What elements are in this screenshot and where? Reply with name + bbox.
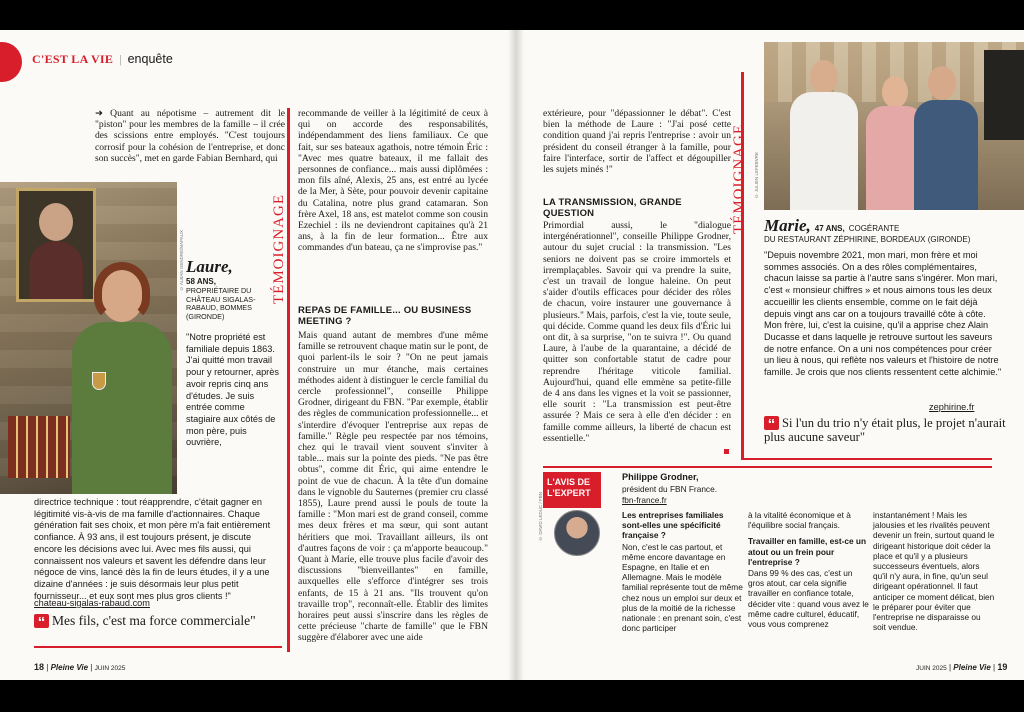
marie-head [882,76,908,108]
expert-question-2: Travailler en famille, est-ce un atout ou un frein pour l'entreprise ? [748,536,867,567]
marie-pull-quote-text: Si l'un du trio n'y était plus, le projet n'aurait plus aucune saveur" [764,416,1006,444]
right-col3-text2: Primordial aussi, le "dialogue intergénérationnel", conseille Philippe Grodner, autour du sujet crucial : la transmission. "Les seniors ne doivent pas se croire immortels et irremplaçables. Savoir qui va prendre la suite, c'est un travail de longue haleine. On peut s'aider d'outils efficaces pour décider des rôles de chacun, voire instaurer une gouvernance à plusieurs." Mais, parfois, c'est la vie, toute seule, qui décide. Comme quand les deux fils d'Éric lui ont dit, à sa surprise, "on te suivra !". Ou quand Laure, à l'aube de la quarantaine, a décidé de quitter son confortable statut de cadre pour reprendre l'héritage viticole familial. Aujourd'hui, quand elle emmène sa petite-fille de 4 ans dans les vignes et la voit se passionner, elle sourit : "La transmission est peut-être assurée ? Mais ce sera à elle d'en décider : en famille comme ailleurs, la liberté de chacun est essentielle." [543,220,731,444]
laure-website-link[interactable]: chateau-sigalas-rabaud.com [34,598,150,608]
quote-icon: “ [764,416,779,430]
end-mark [724,449,729,454]
left-col1-intro: ➜ Quant au népotisme – autrement dit le "piston" pour les membres de la famille – il crée des scissions entre employés. "C'est toujours corrosif pour la cohésion de l'entreprise, et donc son succès", met en garde Fabian Bernhard, qui [95,108,285,164]
marie-caption [764,216,1014,236]
marie-website-link[interactable]: zephirine.fr [929,402,975,412]
marie-name: Marie, [764,216,811,235]
expert-column2 [748,510,870,629]
marie-age: 47 ANS, [814,224,845,233]
left-col2-text1: recommande de veiller à la légitimité de ceux à qui on accorde des responsabilités, indépendamment des liens familiaux. Ce que fait, sur ses bateaux agathois, notre témoin Éric : "Avec mes quatre bateaux, il me fallait des personnes de confiance... mais aussi diplômées : mon fils aîné, Alexis, 25 ans, est entré au lycée de la Mer, à Sète, pour pouvoir devenir capitaine du Catalina, notre plus grand catamaran. Son frère Axel, 18 ans, est matelot comme son cousin Ezechiel : ils ne deviendront capitaines qu'à 21 ans, à la fin de leur formation... Être aux commandes d'un bateau, ça ne s'improvise pas." [298,108,488,254]
left-page-number: 18 [34,662,45,672]
marie-photo-credit: © JULIEN LEFEBVRE [754,152,759,199]
laure-figure-hair [94,262,150,322]
right-issue-date: JUIN 2025 [916,665,947,672]
section-tab [0,42,22,82]
marie-quote: "Depuis novembre 2021, mon mari, mon frère et moi sommes associés. On a des rôles complémentaires, chacun laisse sa partie à l'autre sans s'ingérer. Mon mari, c'est « monsieur chiffres » et nous aimons tous les deux accueillir les clients ensemble, comme on le fait déjà depuis vingt ans car on a toujours travaillé côte à côte. Mon frère, lui, c'est la cuisine, qu'il a apprise chez Alain Ducasse et dans laquelle je retrouve surtout les saveurs de notre enfance. On a uni nos compétences pour créer un lieu à nous, qui reflète nos valeurs et l'histoire de notre famille. Je crois que nos clients ressentent cette alchimie." [764,250,1002,378]
right-page-number: 19 [997,662,1008,672]
expert-photo [554,510,600,556]
laure-photo [0,182,177,494]
marie-pull-quote [764,416,1014,444]
laure-photo-credit: © ALBAN GENDRE/MAPAUX [179,230,184,292]
laure-quote-end: directrice technique : tout réapprendre, c'était gagner en légitimité vis-à-vis de ma famille d'actionnaires. Chaque génération fait ses choix, et mon père m'a fait entièrement confiance. À 93 ans, il est toujours présent, je discute encore les décisions avec lui. Avec mes fils aussi, qui connaissent nos valeurs et savent les défendre dans leur négoce de vins, lancé dès la fin de leurs études, il y a une dizaine d'années : je suis désormais leur plus petit fournisseur... et eux sont mes plus gros clients !" [34,497,271,601]
section-title: C'EST LA VIE [32,52,114,66]
laure-name: Laure, [186,257,233,276]
right-col3-heading: LA TRANSMISSION, GRANDE QUESTION [543,197,682,219]
temoignage-label-right: TÉMOIGNAGE [731,124,747,234]
wine-bottles [8,416,70,478]
laure-caption [186,258,278,321]
right-col3-text1: extérieure, pour "dépassionner le débat". C'est bien la méthode de Laure : "J'ai posé cette condition quand j'ai repris l'entreprise : avoir un président du conseil étranger à la famille, pour faire l'interface, sortir de l'affect et dégoupiller les sujets minés !" [543,108,731,176]
wine-glass [92,372,106,390]
marie-role1: COGÉRANTE [848,224,900,233]
section-divider: | [119,52,122,66]
expert-name: Philippe Grodner, [622,472,699,482]
laure-role: PROPRIÉTAIRE DU CHÂTEAU SIGALAS-RABAUD, BOMMES (GIRONDE) [186,286,256,321]
expert-answer-1-cont: à la vitalité économique et à l'équilibre social français. [748,510,851,531]
page-gutter [508,30,524,680]
left-col2-text2: Mais quand autant de membres d'une même famille se retrouvent chaque matin sur le pont, de quoi parlent-ils le soir ? "On ne peut jamais construire un mur étanche, mais certaines méthodes aident à distinguer le cercle familial du cercle professionnel", conseille Philippe Grodner, dirigeant du FBN. "Par exemple, établir des règles de communication professionnelle... et s'interdire d'évoquer l'entreprise aux repas de famille." Règle peu respectée par nos témoins, chez qui le travail vient souvent s'inviter à table... mais sur la pointe des pieds. "Ne pas être obtus", comme dit Éric, qui aime entendre le point de vue de chacun. À la tête d'un domaine dans le vignoble du Sauternes (premier cru classé 1855), Laure prend aussi le pouls de toute la famille : "Mon mari est de grand conseil, comme mes deux frères et ma sœur, qui sont autant héritiers que moi. Travaillant ailleurs, ils ont d'autres façons de voir : ça m'apporte beaucoup." Quant à Marie, elle trouve plus facile d'avoir des discussions "bienveillantes" en famille, auxquelles elle s'efforce d'intégrer ses trois enfants, de 15 à 21 ans. "Ils trouvent qu'on travaille trop", reconnaît-elle. Établir des limites horaires peut aussi s'inscrire dans les règles de cette précieuse "charte de famille" que le FBN suggère d'élaborer avec une aide [298,330,488,644]
expert-badge-line2: L'EXPERT [547,488,591,498]
section-subtitle: enquête [127,52,173,66]
expert-badge-line1: L'AVIS DE [547,477,590,487]
laure-quote-start: "Notre propriété est familiale depuis 1863. J'ai quitté mon travail pour y retourner, après avoir repris cinq ans d'études. Je suis entrée comme stagiaire aux côtés de mon père, puis ouvrière, [186,332,279,448]
magazine-spread [0,30,1024,680]
husband-sweater [914,100,978,210]
expert-column1 [622,510,744,633]
chef-jacket [790,92,858,210]
laure-bottom-rule [34,646,282,648]
marie-role2: DU RESTAURANT ZÉPHIRINE, BORDEAUX (GIRONDE) [764,235,971,244]
right-footer: JUIN 2025 | Pleine Vie | 19 [916,662,1008,672]
laure-pull-quote [34,613,282,631]
left-issue-date: JUIN 2025 [94,665,126,672]
laure-age: 58 ANS, [186,277,216,286]
left-mag-name: Pleine Vie [50,663,89,672]
left-footer: 18 | Pleine Vie | JUIN 2025 [34,662,126,672]
temoignage-label-left: TÉMOIGNAGE [271,194,287,304]
marie-bottom-rule [741,458,992,460]
laure-figure-body [72,322,172,494]
marie-photo [764,42,1024,210]
left-col2-heading: REPAS DE FAMILLE... OU BUSINESS MEETING ? [298,305,472,327]
section-header [32,52,173,67]
chef-head [810,60,838,94]
quote-icon: “ [34,614,49,628]
expert-link[interactable]: fbn-france.fr [622,495,667,505]
expert-answer-1: Non, c'est le cas partout, et même encore davantage en Espagne, en Italie et en Allemagne. Mais le modèle familial représente tout de même chez nous un emploi sur deux et plus de la moitié de la richesse nationale : en prenant soin, c'est donc participer [622,541,743,634]
expert-answer-2: Dans 99 % des cas, c'est un gros atout, car cela signifie travailler en confiance totale, décider vite : quand vous avez le même cadre culturel, éducatif, vous vous comprenez [748,568,869,630]
laure-pull-quote-text: Mes fils, c'est ma force commerciale" [52,613,256,628]
right-mag-name: Pleine Vie [953,663,991,672]
left-red-bar [287,108,290,652]
expert-photo-credit: © DAVID LEDUC / FBN [538,492,543,541]
expert-answer-2-cont: instantanément ! Mais les jalousies et les rivalités peuvent devenir un frein, surtout quand le dirigeant historique doit céder la place et qu'il y a plusieurs successeurs éventuels, alors qu'il n'y aura, in fine, qu'un seul dirigeant opérationnel. Il faut anticiper ce moment délicat, bien le préparer pour éviter que l'entreprise ne disparaisse ou soit vendue. [873,510,995,633]
expert-top-rule [543,466,992,468]
expert-badge [543,472,601,508]
menu-board [984,50,1024,140]
husband-head [928,66,956,100]
expert-question-1: Les entreprises familiales sont-elles une spécificité française ? [622,510,724,541]
expert-title: président du FBN France. [622,484,717,494]
portrait-painting [16,188,96,302]
